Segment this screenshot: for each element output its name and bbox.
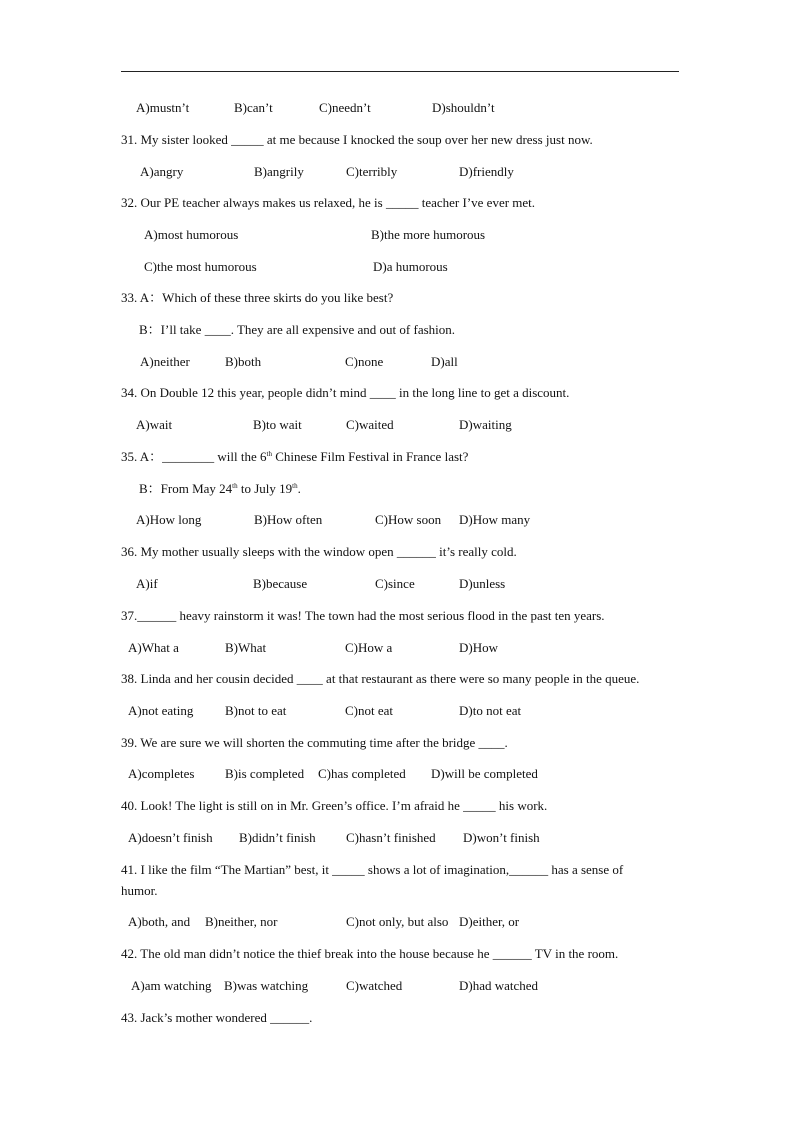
q36-option-a: A)if — [136, 576, 158, 591]
q37-option-c: C)How a — [345, 640, 393, 655]
q35-reply: B：From May 24th to July 19th. — [139, 481, 301, 496]
q33-stem: 33. A：Which of these three skirts do you like best? — [121, 290, 394, 305]
q36-option-d: D)unless — [459, 576, 506, 591]
q43-stem: 43. Jack’s mother wondered ______. — [121, 1010, 313, 1025]
q30-option-a: A)mustn’t — [136, 100, 190, 115]
q38-option-b: B)not to eat — [225, 703, 287, 718]
q41-option-c: C)not only, but also — [346, 914, 449, 929]
q38-option-a: A)not eating — [128, 703, 194, 718]
q37-stem: 37.______ heavy rainstorm it was! The town had the most serious flood in the past ten years. — [121, 608, 605, 623]
q32-option-a: A)most humorous — [144, 227, 239, 242]
q41-option-b: B)neither, nor — [205, 914, 278, 929]
q42-option-a: A)am watching — [131, 978, 212, 993]
q32-option-d: D)a humorous — [373, 259, 448, 274]
q36-option-c: C)since — [375, 576, 415, 591]
q31-option-a: A)angry — [140, 164, 184, 179]
q37-option-d: D)How — [459, 640, 498, 655]
q33-option-d: D)all — [431, 354, 458, 369]
q42-option-d: D)had watched — [459, 978, 539, 993]
q36-option-b: B)because — [253, 576, 308, 591]
q30-option-c: C)needn’t — [319, 100, 371, 115]
q30-option-b: B)can’t — [234, 100, 273, 115]
q31-option-b: B)angrily — [254, 164, 304, 179]
q41-option-a: A)both, and — [128, 914, 191, 929]
q32-option-c: C)the most humorous — [144, 259, 257, 274]
q33-option-c: C)none — [345, 354, 384, 369]
q31-option-d: D)friendly — [459, 164, 514, 179]
q37-option-a: A)What a — [128, 640, 179, 655]
q42-option-b: B)was watching — [224, 978, 309, 993]
q40-option-d: D)won’t finish — [463, 830, 540, 845]
header-rule — [121, 71, 679, 72]
q42-stem: 42. The old man didn’t notice the thief break into the house because he ______ TV in the room. — [121, 946, 619, 961]
q39-option-a: A)completes — [128, 766, 195, 781]
q34-option-a: A)wait — [136, 417, 173, 432]
q39-stem: 39. We are sure we will shorten the commuting time after the bridge ____. — [121, 735, 508, 750]
q37-option-b: B)What — [225, 640, 267, 655]
q38-option-c: C)not eat — [345, 703, 394, 718]
q35-stem: 35. A：________ will the 6th Chinese Film Festival in France last? — [121, 449, 469, 464]
q39-option-c: C)has completed — [318, 766, 406, 781]
q31-option-c: C)terribly — [346, 164, 398, 179]
q39-option-d: D)will be completed — [431, 766, 538, 781]
q34-option-c: C)waited — [346, 417, 394, 432]
q33-option-a: A)neither — [140, 354, 190, 369]
q38-option-d: D)to not eat — [459, 703, 522, 718]
q34-stem: 34. On Double 12 this year, people didn’t mind ____ in the long line to get a discount. — [121, 385, 570, 400]
q33-option-b: B)both — [225, 354, 262, 369]
q42-option-c: C)watched — [346, 978, 403, 993]
q34-option-b: B)to wait — [253, 417, 302, 432]
q33-reply: B：I’ll take ____. They are all expensive and out of fashion. — [139, 322, 456, 337]
q39-option-b: B)is completed — [225, 766, 305, 781]
q35-option-d: D)How many — [459, 512, 531, 527]
q34-option-d: D)waiting — [459, 417, 512, 432]
q32-stem: 32. Our PE teacher always makes us relaxed, he is _____ teacher I’ve ever met. — [121, 195, 536, 210]
q36-stem: 36. My mother usually sleeps with the window open ______ it’s really cold. — [121, 544, 517, 559]
q35-option-c: C)How soon — [375, 512, 442, 527]
q40-option-b: B)didn’t finish — [239, 830, 316, 845]
q41-option-d: D)either, or — [459, 914, 520, 929]
q38-stem: 38. Linda and her cousin decided ____ at that restaurant as there were so many people in the queue. — [121, 671, 640, 686]
q41-stem-line2: humor. — [121, 883, 158, 898]
q32-option-b: B)the more humorous — [371, 227, 486, 242]
q31-stem: 31. My sister looked _____ at me because I knocked the soup over her new dress just now. — [121, 132, 593, 147]
q41-stem-line1: 41. I like the film “The Martian” best, it _____ shows a lot of imagination,______ has a sense of — [121, 862, 624, 877]
q40-option-a: A)doesn’t finish — [128, 830, 213, 845]
q30-option-d: D)shouldn’t — [432, 100, 495, 115]
q40-stem: 40. Look! The light is still on in Mr. Green’s office. I’m afraid he _____ his work. — [121, 798, 548, 813]
q35-option-b: B)How often — [254, 512, 323, 527]
q35-option-a: A)How long — [136, 512, 202, 527]
q40-option-c: C)hasn’t finished — [346, 830, 436, 845]
